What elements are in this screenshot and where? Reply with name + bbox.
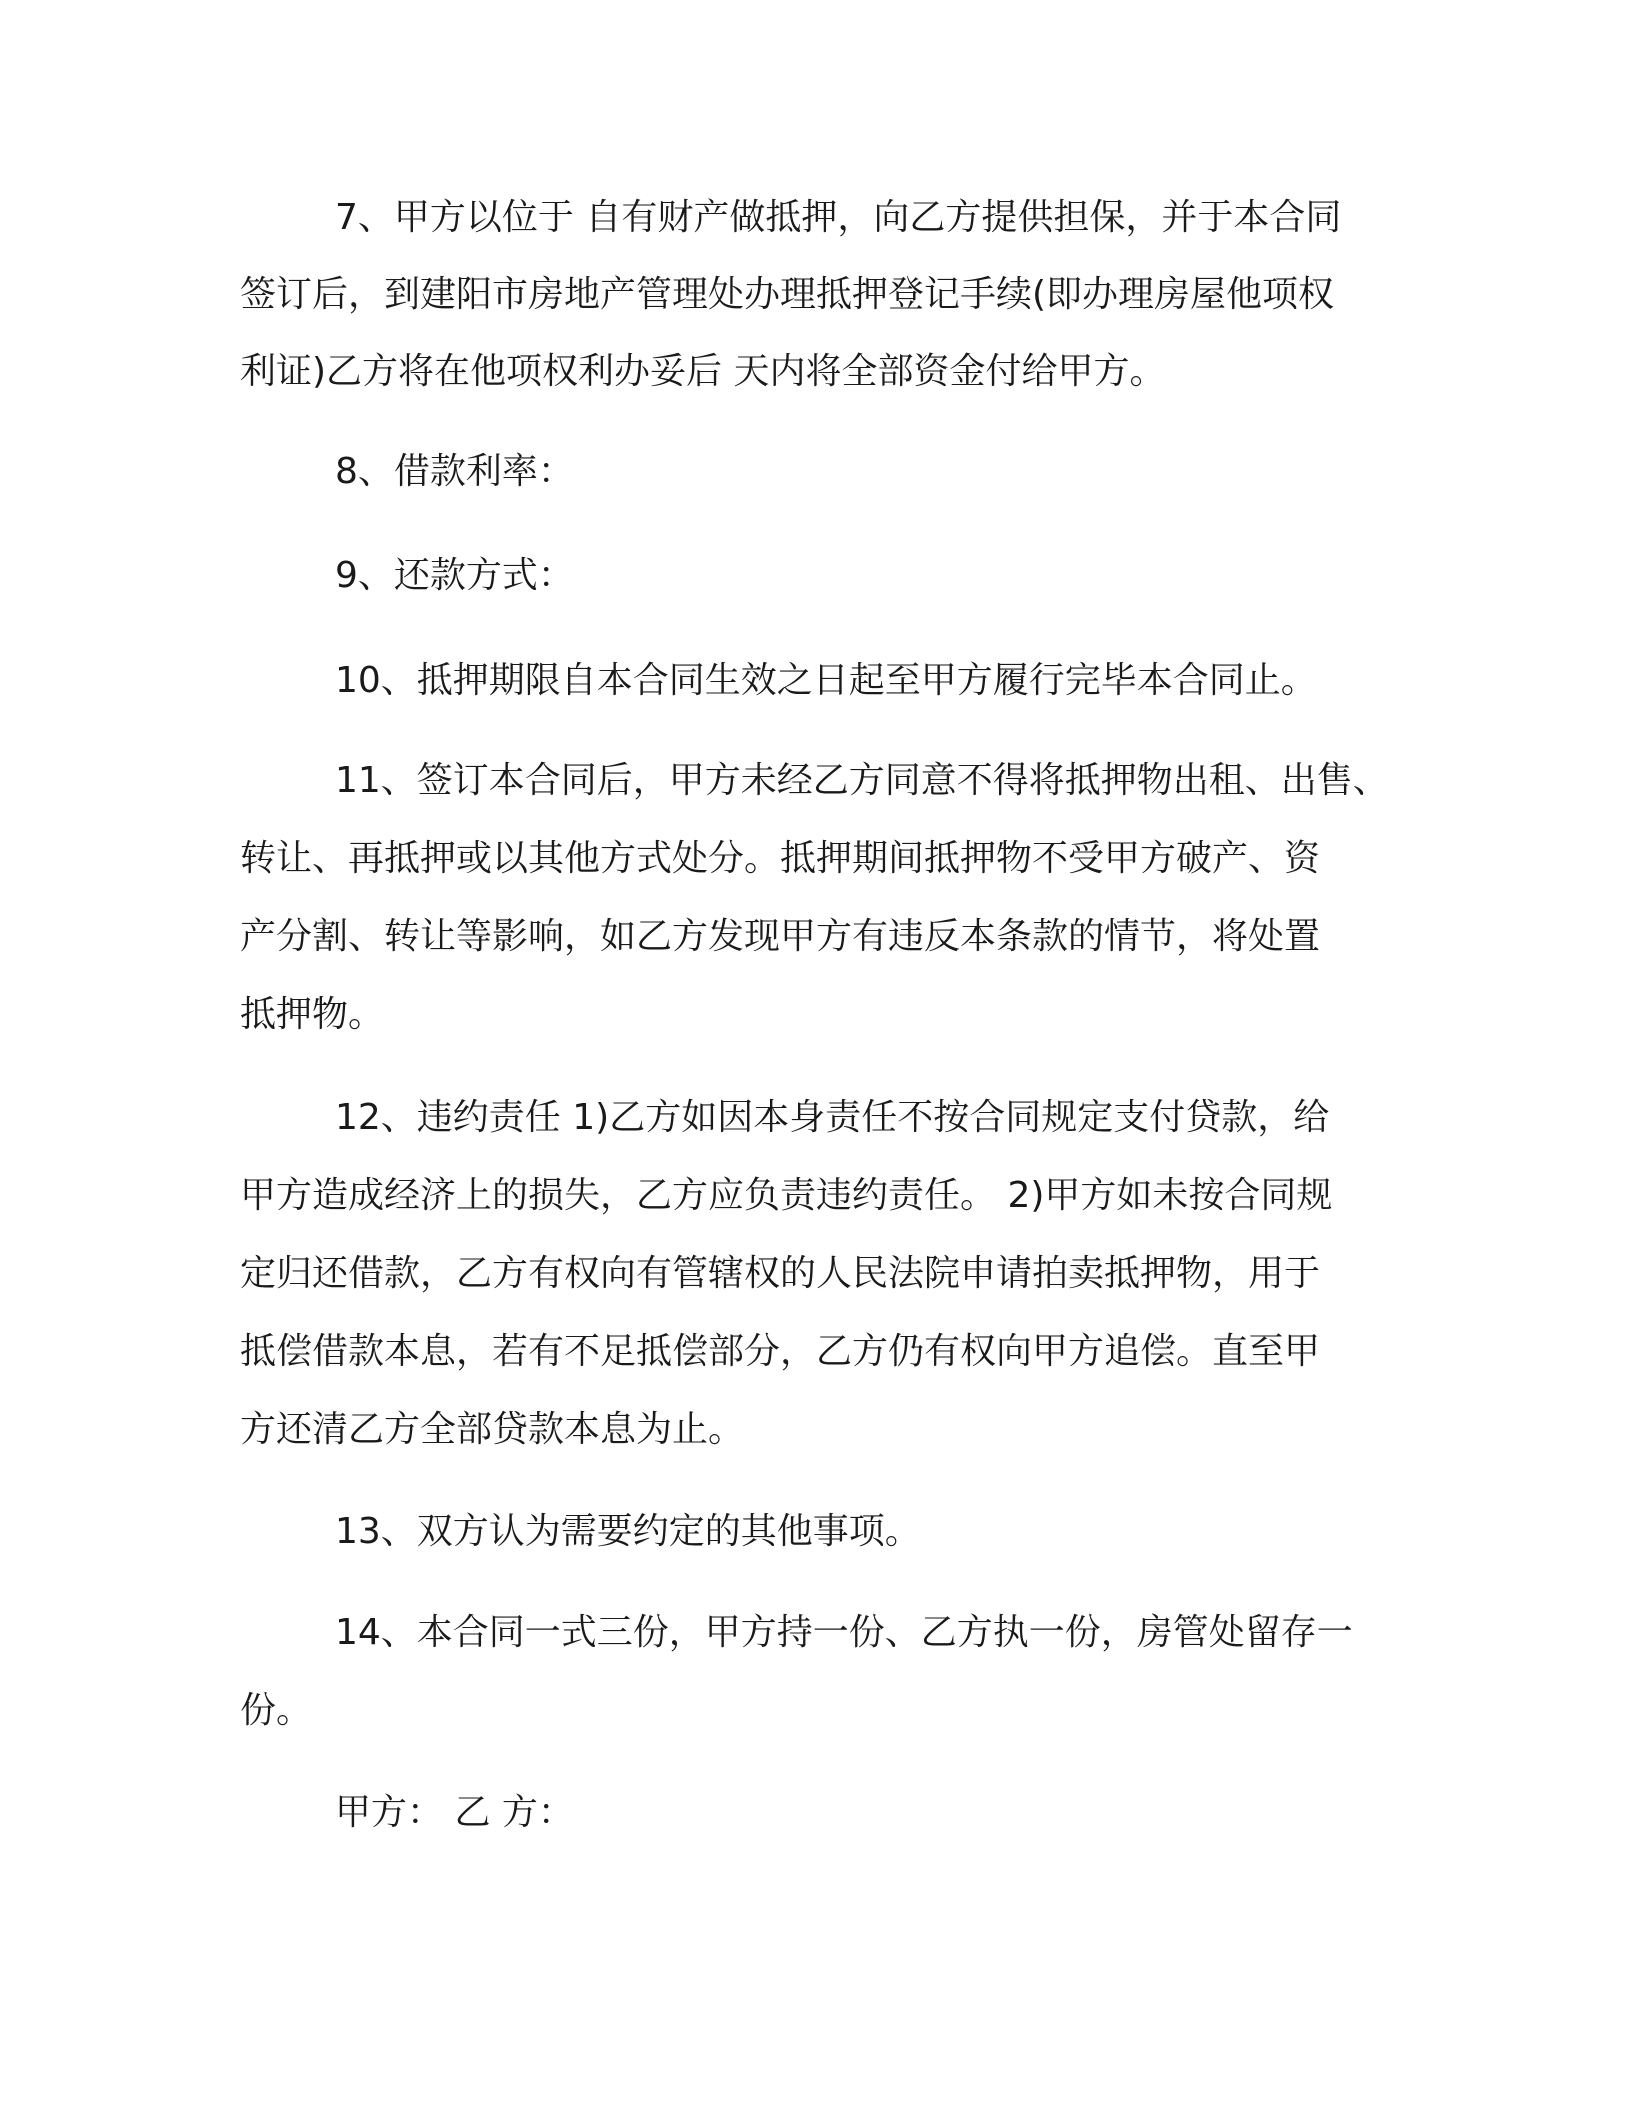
clause-8: 8、借款利率： <box>335 451 574 492</box>
clause-12-line-5: 方还清乙方全部贷款本息为止。 <box>240 1409 745 1450</box>
clause-10: 10、抵押期限自本合同生效之日起至甲方履行完毕本合同止。 <box>335 660 1317 701</box>
clause-12-line-3: 定归还借款，乙方有权向有管辖权的人民法院申请拍卖抵押物，用于 <box>240 1253 1321 1294</box>
clause-11-line-3: 产分割、转让等影响，如乙方发现甲方有违反本条款的情节，将处置 <box>240 916 1321 957</box>
clause-12-line-2: 甲方造成经济上的损失，乙方应负责违约责任。 2)甲方如未按合同规 <box>240 1175 1333 1216</box>
clause-11-line-2: 转让、再抵押或以其他方式处分。抵押期间抵押物不受甲方破产、资 <box>240 838 1321 879</box>
clause-11-line-1: 11、签订本合同后，甲方未经乙方同意不得将抵押物出租、出售、 <box>335 760 1389 801</box>
clause-7-line-3: 利证)乙方将在他项权利办妥后 天内将全部资金付给甲方。 <box>240 351 1166 392</box>
clause-12-line-4: 抵偿借款本息，若有不足抵偿部分，乙方仍有权向甲方追偿。直至甲 <box>240 1331 1321 1372</box>
clause-11-line-4: 抵押物。 <box>240 994 385 1035</box>
document-page <box>240 0 1400 2112</box>
clause-14-line-1: 14、本合同一式三份，甲方持一份、乙方执一份，房管处留存一 <box>335 1612 1353 1653</box>
clause-7-line-2: 签订后，到建阳市房地产管理处办理抵押登记手续(即办理房屋他项权 <box>240 274 1335 315</box>
clause-7-line-1: 7、甲方以位于 自有财产做抵押，向乙方提供担保，并于本合同 <box>335 197 1342 238</box>
clause-9: 9、还款方式： <box>335 555 574 596</box>
clause-14-line-2: 份。 <box>240 1690 313 1731</box>
clause-13: 13、双方认为需要约定的其他事项。 <box>335 1511 921 1552</box>
signature-line: 甲方： 乙 方： <box>335 1792 574 1833</box>
clause-12-line-1: 12、违约责任 1)乙方如因本身责任不按合同规定支付贷款，给 <box>335 1097 1330 1138</box>
